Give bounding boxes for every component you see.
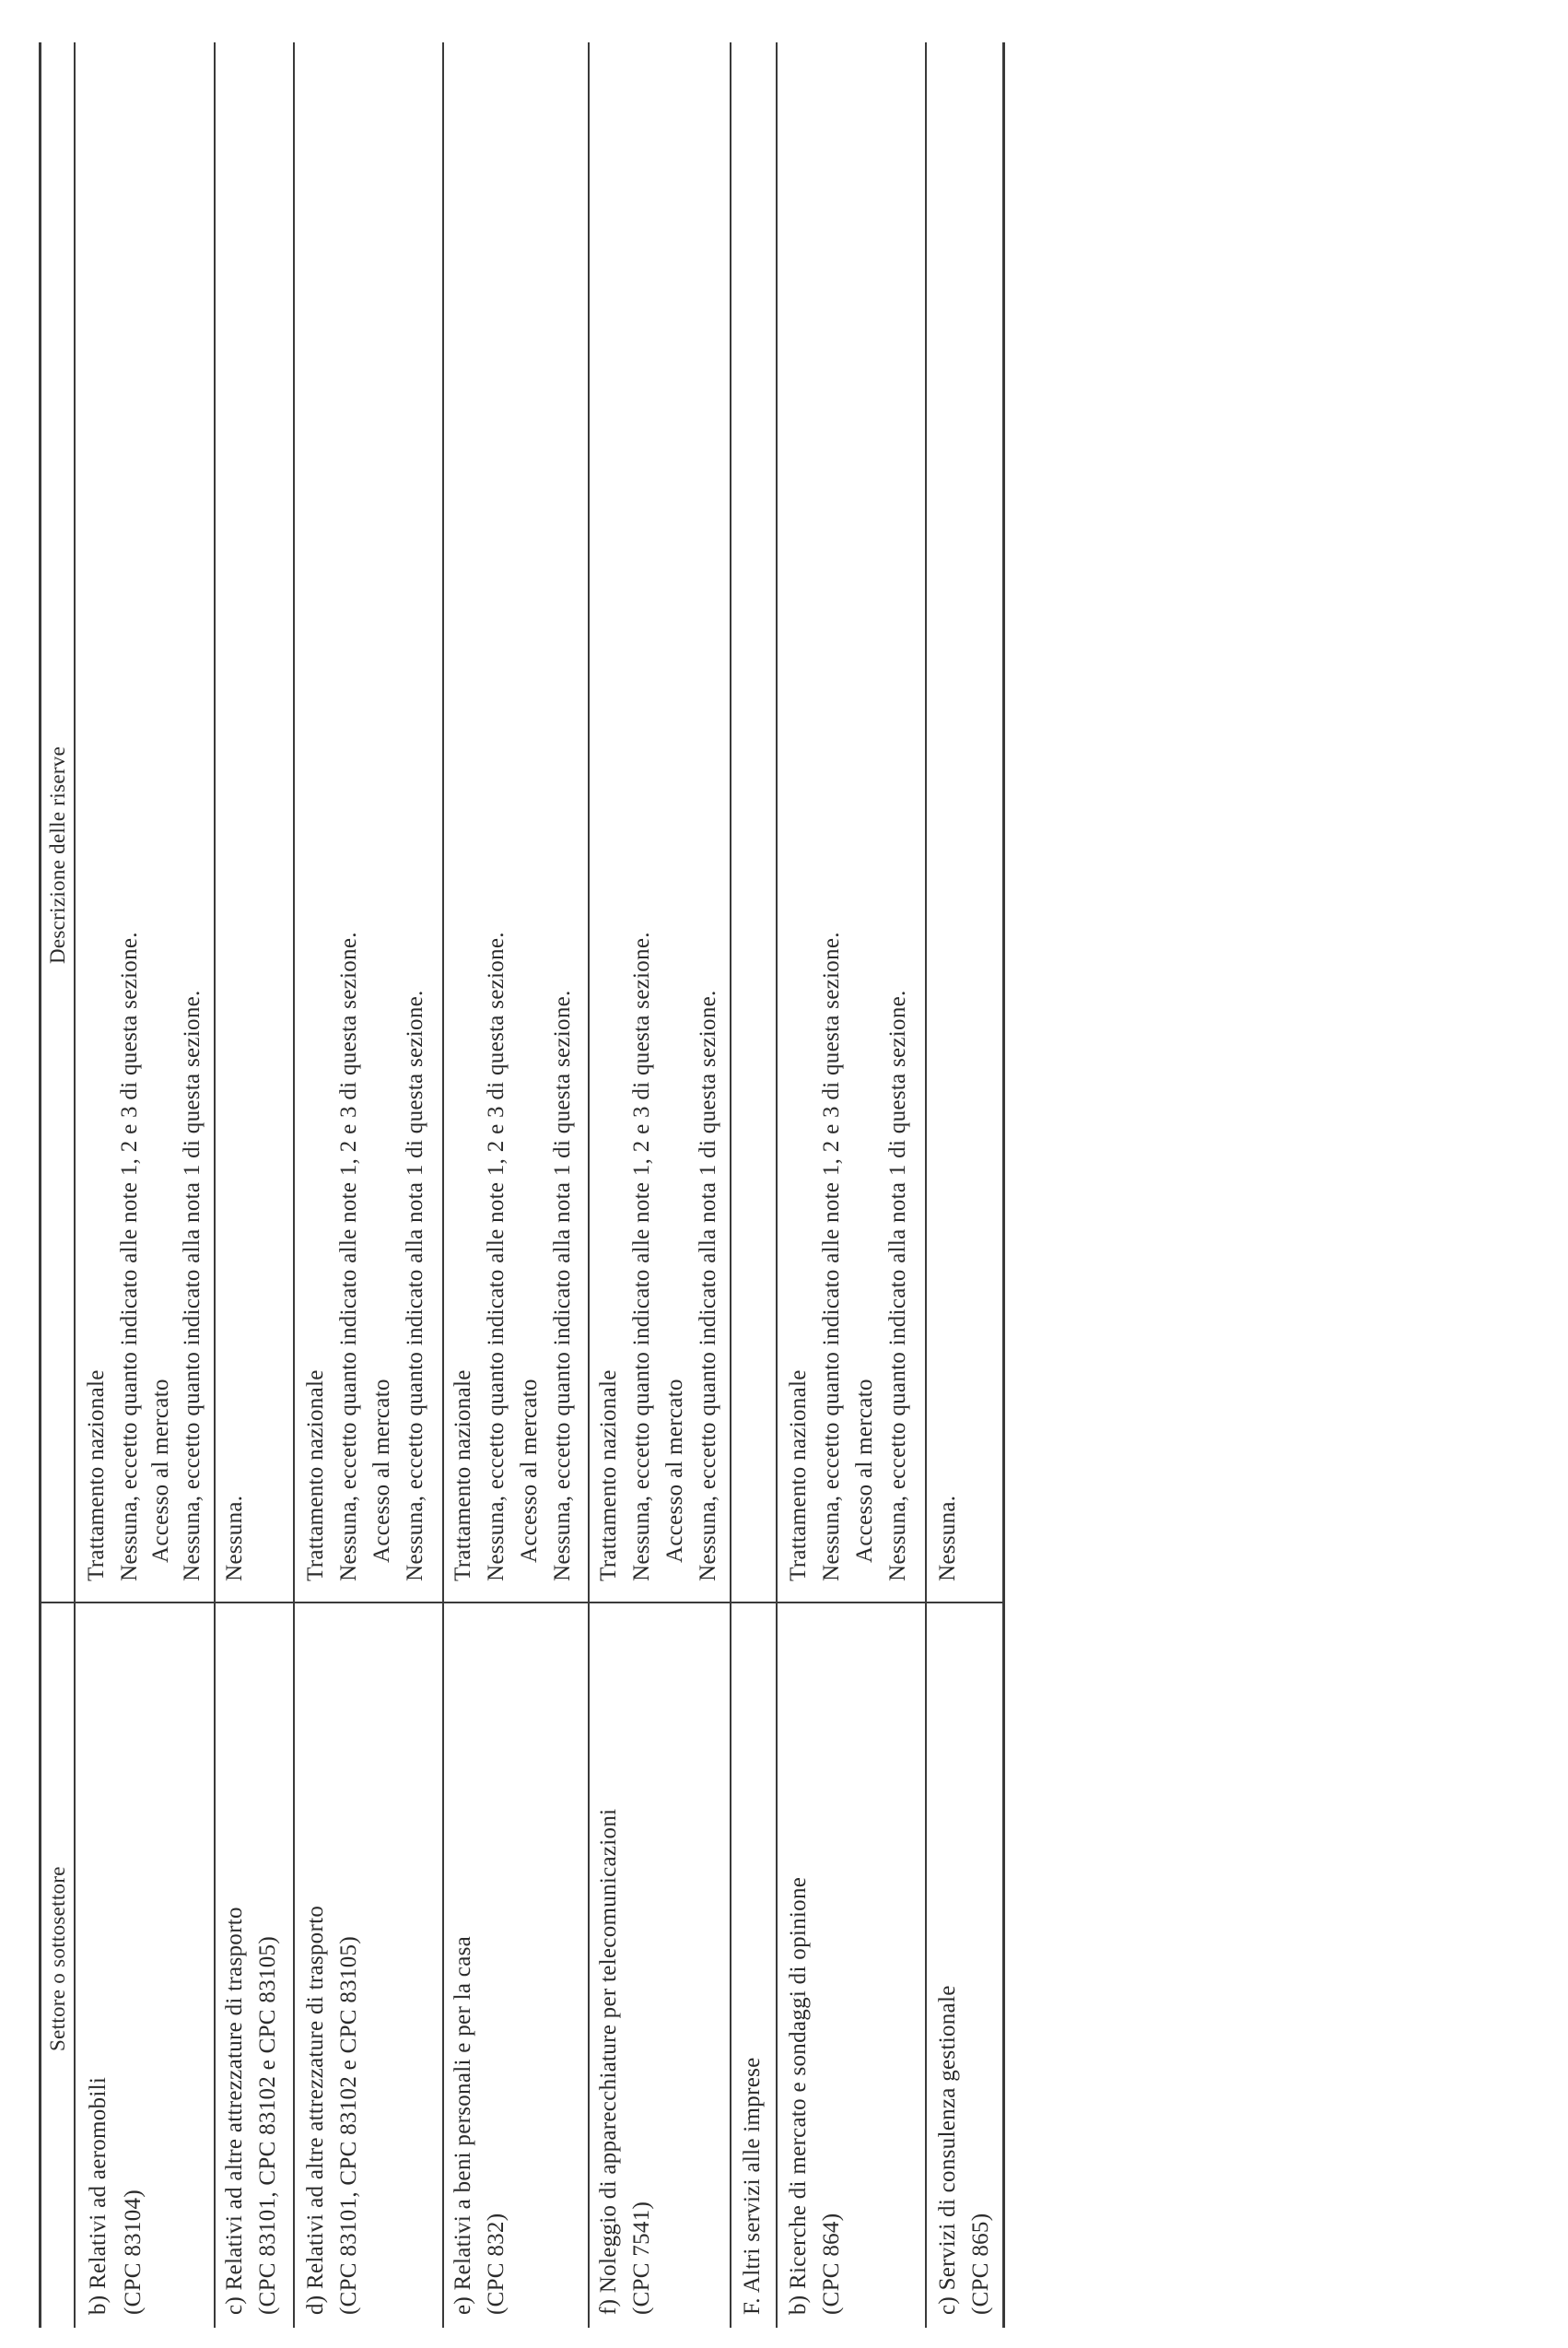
description-line: Nessuna, eccetto quanto indicato alla nota 1 di questa sezione. (696, 990, 720, 1581)
sector-title: f) Noleggio di apparecchiature per telecomunicazioni (596, 1808, 621, 2315)
row-divider (214, 42, 216, 2328)
description-line: Nessuna, eccetto quanto indicato alle note 1, 2 e 3 di questa sezione. (484, 932, 509, 1581)
header-sector: Settore o sottosettore (46, 1866, 69, 2051)
description-line: Accesso al mercato (517, 1379, 542, 1563)
description-line: Nessuna, eccetto quanto indicato alle note 1, 2 e 3 di questa sezione. (819, 932, 844, 1581)
row-divider (293, 42, 295, 2328)
row-divider (730, 42, 731, 2328)
row-divider (925, 42, 927, 2328)
sector-code: (CPC 83101, CPC 83102 e CPC 83105) (336, 1936, 361, 2315)
description-line: Nessuna, eccetto quanto indicato alle note 1, 2 e 3 di questa sezione. (629, 932, 654, 1581)
description-line: Nessuna, eccetto quanto indicato alle note 1, 2 e 3 di questa sezione. (117, 932, 142, 1581)
description-line: Trattamento nazionale (84, 1369, 109, 1581)
header-description: Descrizione delle riserve (46, 745, 69, 964)
sector-code: (CPC 83104) (121, 2190, 146, 2315)
description-line: Accesso al mercato (369, 1379, 394, 1563)
sector-code: (CPC 832) (484, 2213, 509, 2315)
sector-title: b) Relativi ad aeromobili (86, 2076, 111, 2315)
row-divider (442, 42, 444, 2328)
reservations-table (39, 42, 1098, 2328)
section-heading: F. Altri servizi alle imprese (740, 2057, 765, 2315)
description-line: Nessuna, eccetto quanto indicato alla nota 1 di questa sezione. (403, 990, 427, 1581)
description-line: Trattamento nazionale (596, 1369, 621, 1581)
row-divider (588, 42, 590, 2328)
column-divider (39, 1602, 1002, 1603)
description-line: Accesso al mercato (852, 1379, 877, 1563)
description-line: Nessuna, eccetto quanto indicato alla nota 1 di questa sezione. (550, 990, 575, 1581)
description-line: Nessuna, eccetto quanto indicato alla nota 1 di questa sezione. (180, 990, 205, 1581)
header-rule (74, 42, 76, 2328)
description-line: Nessuna, eccetto quanto indicato alla nota 1 di questa sezione. (885, 990, 910, 1581)
sector-code: (CPC 864) (819, 2213, 844, 2315)
sector-code: (CPC 7541) (629, 2201, 654, 2315)
description-line: Trattamento nazionale (451, 1369, 475, 1581)
description-line: Trattamento nazionale (303, 1369, 328, 1581)
sector-title: b) Ricerche di mercato e sondaggi di opinione (786, 1876, 811, 2315)
description-line: Accesso al mercato (148, 1379, 173, 1563)
description-line: Nessuna. (935, 1495, 960, 1581)
description-line: Trattamento nazionale (786, 1369, 811, 1581)
sector-title: c) Relativi ad altre attrezzature di trasporto (222, 1907, 247, 2315)
description-line: Nessuna. (222, 1495, 247, 1581)
table-bottom-rule (1002, 42, 1005, 2328)
description-line: Nessuna, eccetto quanto indicato alle note 1, 2 e 3 di questa sezione. (336, 932, 361, 1581)
sector-title: e) Relativi a beni personali e per la casa (451, 1935, 475, 2315)
sector-title: d) Relativi ad altre attrezzature di trasporto (303, 1905, 328, 2315)
sector-code: (CPC 83101, CPC 83102 e CPC 83105) (255, 1936, 280, 2315)
row-divider (776, 42, 778, 2328)
sector-code: (CPC 865) (968, 2213, 993, 2315)
description-line: Accesso al mercato (662, 1379, 687, 1563)
sector-title: c) Servizi di consulenza gestionale (935, 1985, 960, 2315)
table-top-rule (39, 42, 41, 2328)
